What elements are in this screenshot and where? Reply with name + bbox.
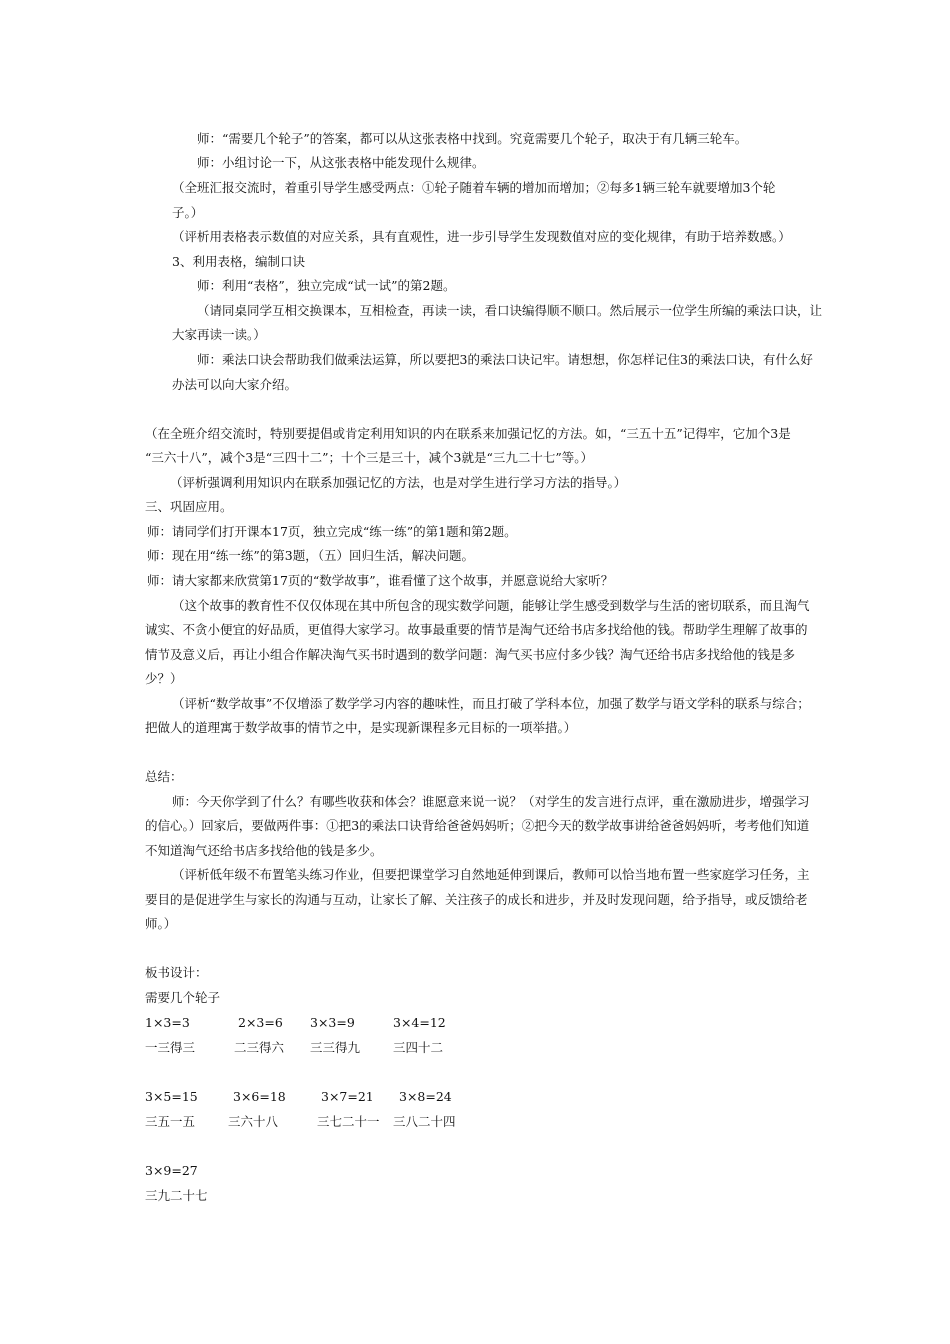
board-equation: 3×9=27 — [145, 1163, 198, 1178]
para-story-line2: 诚实、不贪小便宜的好品质，更值得大家学习。故事最重要的情节是淘气还给书店多找给他的钱。帮助学生理解了故事的 — [145, 622, 808, 637]
board-rhyme: 三九二十七 — [145, 1188, 208, 1203]
para-teacher-memorize-line2: 办法可以向大家介绍。 — [172, 377, 298, 392]
para-class-report-line1: （全班汇报交流时，着重引导学生感受两点：①轮子随着车辆的增加而增加；②每多1辆三轮车就要增加3个轮 — [172, 180, 776, 195]
board-rhyme: 二三得六 — [234, 1040, 285, 1055]
para-comment-table: （评析用表格表示数值的对应关系，具有直观性，进一步引导学生发现数值对应的变化规律，有助于培养数感。） — [172, 229, 791, 244]
board-rhymes-row-1 — [0, 1038, 950, 1058]
board-rhyme: 三六十八 — [228, 1114, 279, 1129]
para-comment-homework-line1: （评析低年级不布置笔头练习作业，但要把课堂学习自然地延伸到课后，教师可以恰当地布置一些家庭学习任务，主 — [172, 867, 810, 882]
board-rhymes-row-2 — [0, 1112, 950, 1132]
para-memory-method-line2: “三六十八”，减个3是“三四十二”；十个三是三十，减个3就是“三九二十七”等。） — [145, 450, 593, 465]
para-comment-homework-line2: 要目的是促进学生与家长的沟通与互动，让家长了解、关注孩子的成长和进步，并及时发现问题，给予指导，或反馈给老 — [145, 892, 808, 907]
board-equation: 1×3=3 — [145, 1015, 190, 1030]
section-heading-summary: 总结： — [145, 769, 183, 784]
board-equations-row-2 — [0, 1087, 950, 1107]
para-teacher-math-story: 师：请大家都来欣赏第17页的“数学故事”，谁看懂了这个故事，并愿意说给大家听？ — [147, 573, 614, 588]
board-rhyme: 三五一五 — [145, 1114, 196, 1129]
para-teacher-use-table: 师：利用“表格”，独立完成“试一试”的第2题。 — [197, 278, 456, 293]
para-story-line3: 情节及意义后，再让小组合作解决淘气买书时遇到的数学问题：淘气买书应付多少钱？淘气还给书店多找给他的钱是多 — [145, 647, 796, 662]
section-heading-consolidate: 三、巩固应用。 — [145, 499, 233, 514]
board-rhyme: 三七二十一 — [317, 1114, 380, 1129]
para-class-report-line2: 子。） — [172, 205, 204, 220]
board-rhymes-row-3 — [0, 1186, 950, 1206]
para-teacher-group-discuss: 师：小组讨论一下，从这张表格中能发现什么规律。 — [197, 155, 485, 170]
board-equation: 3×6=18 — [233, 1089, 286, 1104]
para-memory-method-line1: （在全班介绍交流时，特别要提倡或肯定利用知识的内在联系来加强记忆的方法。如，“三五十五”记得牢，它加个3是 — [145, 426, 791, 441]
board-equation: 3×4=12 — [393, 1015, 446, 1030]
board-equation: 2×3=6 — [238, 1015, 283, 1030]
para-comment-memory: （评析强调利用知识内在联系加强记忆的方法，也是对学生进行学习方法的指导。） — [170, 475, 627, 490]
para-story-line4: 少？） — [145, 671, 183, 686]
para-peer-check-line2: 大家再读一读。） — [172, 327, 266, 342]
board-equations-row-1 — [0, 1013, 950, 1033]
board-equation: 3×5=15 — [145, 1089, 198, 1104]
board-equation: 3×7=21 — [321, 1089, 374, 1104]
board-equation: 3×3=9 — [310, 1015, 355, 1030]
para-comment-homework-line3: 师。） — [145, 916, 177, 931]
section-heading-make-rhymes: 3、利用表格，编制口诀 — [172, 254, 305, 269]
board-rhyme: 三四十二 — [393, 1040, 444, 1055]
para-story-line1: （这个故事的教育性不仅仅体现在其中所包含的现实数学问题，能够让学生感受到数学与生活的密切联系，而且淘气 — [172, 598, 810, 613]
board-equations-row-3 — [0, 1161, 950, 1181]
para-teacher-exercise-3: 师：现在用“练一练”的第3题，（五）回归生活，解决问题。 — [147, 548, 474, 563]
para-summary-line3: 不知道淘气还给书店多找给他的钱是多少。 — [145, 843, 383, 858]
para-comment-story-line1: （评析“数学故事”不仅增添了数学学习内容的趣味性，而且打破了学科本位，加强了数学与语文学科的联系与综合； — [172, 696, 810, 711]
section-heading-board-design: 板书设计： — [145, 965, 208, 980]
para-teacher-memorize-line1: 师：乘法口诀会帮助我们做乘法运算，所以要把3的乘法口诀记牢。请想想，你怎样记住3的乘法口诀，有什么好 — [197, 352, 813, 367]
board-equation: 3×8=24 — [399, 1089, 452, 1104]
board-title: 需要几个轮子 — [145, 990, 221, 1005]
para-summary-line1: 师：今天你学到了什么？有哪些收获和体会？谁愿意来说一说？（对学生的发言进行点评，重在激励进步，增强学习 — [172, 794, 810, 809]
board-rhyme: 三八二十四 — [393, 1114, 456, 1129]
para-teacher-answer-in-table: 师：“需要几个轮子”的答案，都可以从这张表格中找到。究竟需要几个轮子，取决于有几辆三轮车。 — [197, 131, 748, 146]
para-peer-check-line1: （请同桌同学互相交换课本，互相检查，再读一读，看口诀编得顺不顺口。然后展示一位学生所编的乘法口诀，让 — [197, 303, 823, 318]
para-comment-story-line2: 把做人的道理寓于数学故事的情节之中，是实现新课程多元目标的一项举措。） — [145, 720, 577, 735]
board-rhyme: 三三得九 — [310, 1040, 361, 1055]
para-teacher-open-book: 师：请同学们打开课本17页，独立完成“练一练”的第1题和第2题。 — [147, 524, 517, 539]
board-rhyme: 一三得三 — [145, 1040, 196, 1055]
para-summary-line2: 的信心。）回家后，要做两件事：①把3的乘法口诀背给爸爸妈妈听；②把今天的数学故事讲给爸爸妈妈听，考考他们知道 — [145, 818, 810, 833]
